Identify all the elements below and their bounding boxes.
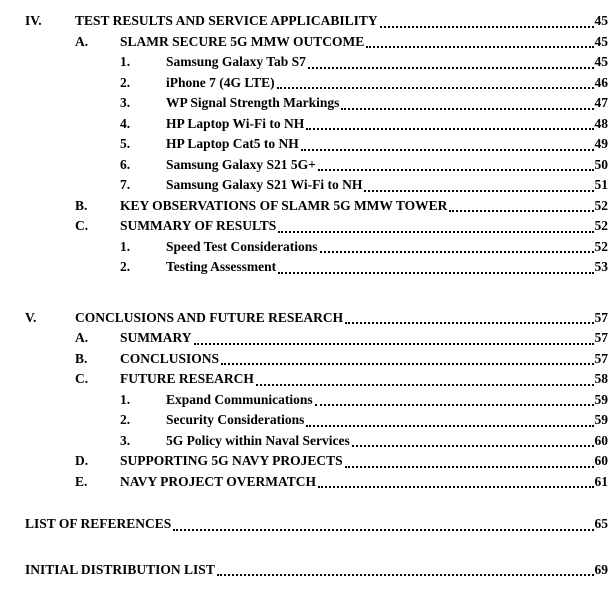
toc-entry[interactable] [25,114,608,135]
toc-entry[interactable] [25,560,608,581]
toc-section [25,514,608,535]
toc-entry-page: 52 [594,238,608,254]
toc-entry-title: 5G Policy within Naval Services [166,432,350,448]
toc-entry-number: 1. [120,54,131,69]
toc-entry-number: C. [75,371,89,386]
leader-dots [345,466,594,468]
toc-entry-page: 51 [594,177,608,192]
toc-entry-title: INITIAL DISTRIBUTION LIST [25,561,215,577]
toc-entry-title: Samsung Galaxy S21 Wi-Fi to NH [166,177,363,192]
leader-dots [315,404,594,406]
toc-entry-title: CONCLUSIONS AND FUTURE RESEARCH [75,309,344,325]
toc-entry[interactable] [25,390,608,411]
toc-entry[interactable] [25,451,608,472]
toc-entry-page: 57 [594,330,608,345]
toc-entry-page: 46 [594,74,608,90]
toc-entry-title: Samsung Galaxy S21 5G+ [166,156,316,172]
toc-entry[interactable] [25,175,608,196]
leader-dots [308,67,594,69]
toc-entry-page: 45 [594,54,608,69]
leader-dots [194,343,594,345]
toc-entry-title: SUMMARY OF RESULTS [120,218,277,233]
toc-entry-number: 2. [120,412,131,427]
toc-entry-page: 69 [594,561,608,577]
toc-entry-page: 60 [594,432,608,448]
toc-entry-page: 60 [594,453,608,468]
toc-entry-title: WP Signal Strength Markings [166,95,340,110]
leader-dots [318,486,593,488]
toc-entry-title: Speed Test Considerations [166,238,318,254]
toc-entry-page: 48 [594,115,608,131]
toc-entry-page: 52 [594,197,608,213]
leader-dots [352,445,594,447]
toc-entry-title: Security Considerations [166,412,305,427]
leader-dots [306,425,593,427]
leader-dots [217,574,594,576]
toc-entry[interactable] [25,410,608,431]
toc-entry[interactable] [25,52,608,73]
toc-entry-page: 57 [594,309,608,325]
toc-entry-page: 45 [594,13,608,28]
toc-entry[interactable] [25,196,608,217]
toc-entry[interactable] [25,308,608,329]
toc-entry-page: 49 [594,136,608,151]
toc-entry-number: 7. [120,177,131,192]
toc-section [25,308,608,493]
leader-dots [449,210,593,212]
toc-entry-title: FUTURE RESEARCH [120,371,254,386]
leader-dots [318,169,594,171]
toc-entry-page: 57 [594,350,608,366]
toc-entry-title: SUPPORTING 5G NAVY PROJECTS [120,453,343,468]
leader-dots [277,87,594,89]
toc-section [25,11,608,278]
leader-dots [306,128,593,130]
toc-entry-page: 50 [594,156,608,172]
toc-entry-title: Testing Assessment [166,259,277,274]
toc-entry-number: 5. [120,136,131,151]
toc-entry-title: CONCLUSIONS [120,350,220,366]
leader-dots [301,149,594,151]
toc-entry-number: 2. [120,74,131,90]
toc-entry[interactable] [25,237,608,258]
toc-entry-number: B. [75,350,88,366]
leader-dots [345,322,593,324]
toc-entry[interactable] [25,93,608,114]
toc-entry-number: 1. [120,238,131,254]
toc-entry-page: 53 [594,259,608,274]
leader-dots [256,384,594,386]
toc-entry-number: B. [75,197,88,213]
toc-entry[interactable] [25,369,608,390]
toc-entry-title: iPhone 7 (4G LTE) [166,74,275,90]
toc-entry-number: 3. [120,432,131,448]
toc-entry-title: HP Laptop Wi-Fi to NH [166,115,305,131]
toc-entry-title: NAVY PROJECT OVERMATCH [120,473,317,489]
leader-dots [320,251,594,253]
toc-entry[interactable] [25,155,608,176]
toc-entry-page: 59 [594,412,608,427]
toc-entry[interactable] [25,328,608,349]
toc-entry-page: 47 [594,95,608,110]
toc-entry[interactable] [25,134,608,155]
toc-entry-number: 6. [120,156,131,172]
toc-entry-title: KEY OBSERVATIONS OF SLAMR 5G MMW TOWER [120,197,448,213]
toc-entry-page: 58 [594,371,608,386]
toc-entry-number: 4. [120,115,131,131]
leader-dots [221,363,593,365]
toc-entry[interactable] [25,216,608,237]
toc-entry-page: 52 [594,218,608,233]
toc-entry-title: LIST OF REFERENCES [25,516,172,531]
leader-dots [278,272,593,274]
toc-entry-number: V. [25,309,37,325]
toc-entry-number: 1. [120,391,131,407]
toc-entry-number: 2. [120,259,131,274]
toc-entry-page: 45 [594,33,608,49]
toc-entry[interactable] [25,73,608,94]
toc-entry[interactable] [25,514,608,535]
toc-entry-number: A. [75,330,89,345]
toc-entry[interactable] [25,11,608,32]
toc-entry-title: HP Laptop Cat5 to NH [166,136,299,151]
toc-entry-page: 61 [594,473,608,489]
toc-entry[interactable] [25,431,608,452]
toc-entry[interactable] [25,349,608,370]
toc-section [25,560,608,581]
toc-entry-title: SUMMARY [120,330,192,345]
toc-entry-number: D. [75,453,89,468]
toc-entry-title: Expand Communications [166,391,313,407]
leader-dots [364,190,593,192]
toc-entry[interactable] [25,32,608,53]
leader-dots [366,46,593,48]
toc-entry-page: 65 [594,516,608,531]
leader-dots [380,26,594,28]
toc-entry-number: IV. [25,13,42,28]
toc-entry-number: E. [75,473,88,489]
toc-entry[interactable] [25,257,608,278]
leader-dots [278,231,593,233]
toc-entry-page: 59 [594,391,608,407]
leader-dots [341,108,593,110]
leader-dots [173,529,593,531]
toc-entry-title: Samsung Galaxy Tab S7 [166,54,306,69]
toc-entry-number: A. [75,33,89,49]
toc-entry-number: C. [75,218,89,233]
table-of-contents [25,11,608,580]
toc-entry-title: TEST RESULTS AND SERVICE APPLICABILITY [75,13,378,28]
toc-entry[interactable] [25,472,608,493]
toc-entry-title: SLAMR SECURE 5G MMW OUTCOME [120,33,365,49]
toc-entry-number: 3. [120,95,131,110]
